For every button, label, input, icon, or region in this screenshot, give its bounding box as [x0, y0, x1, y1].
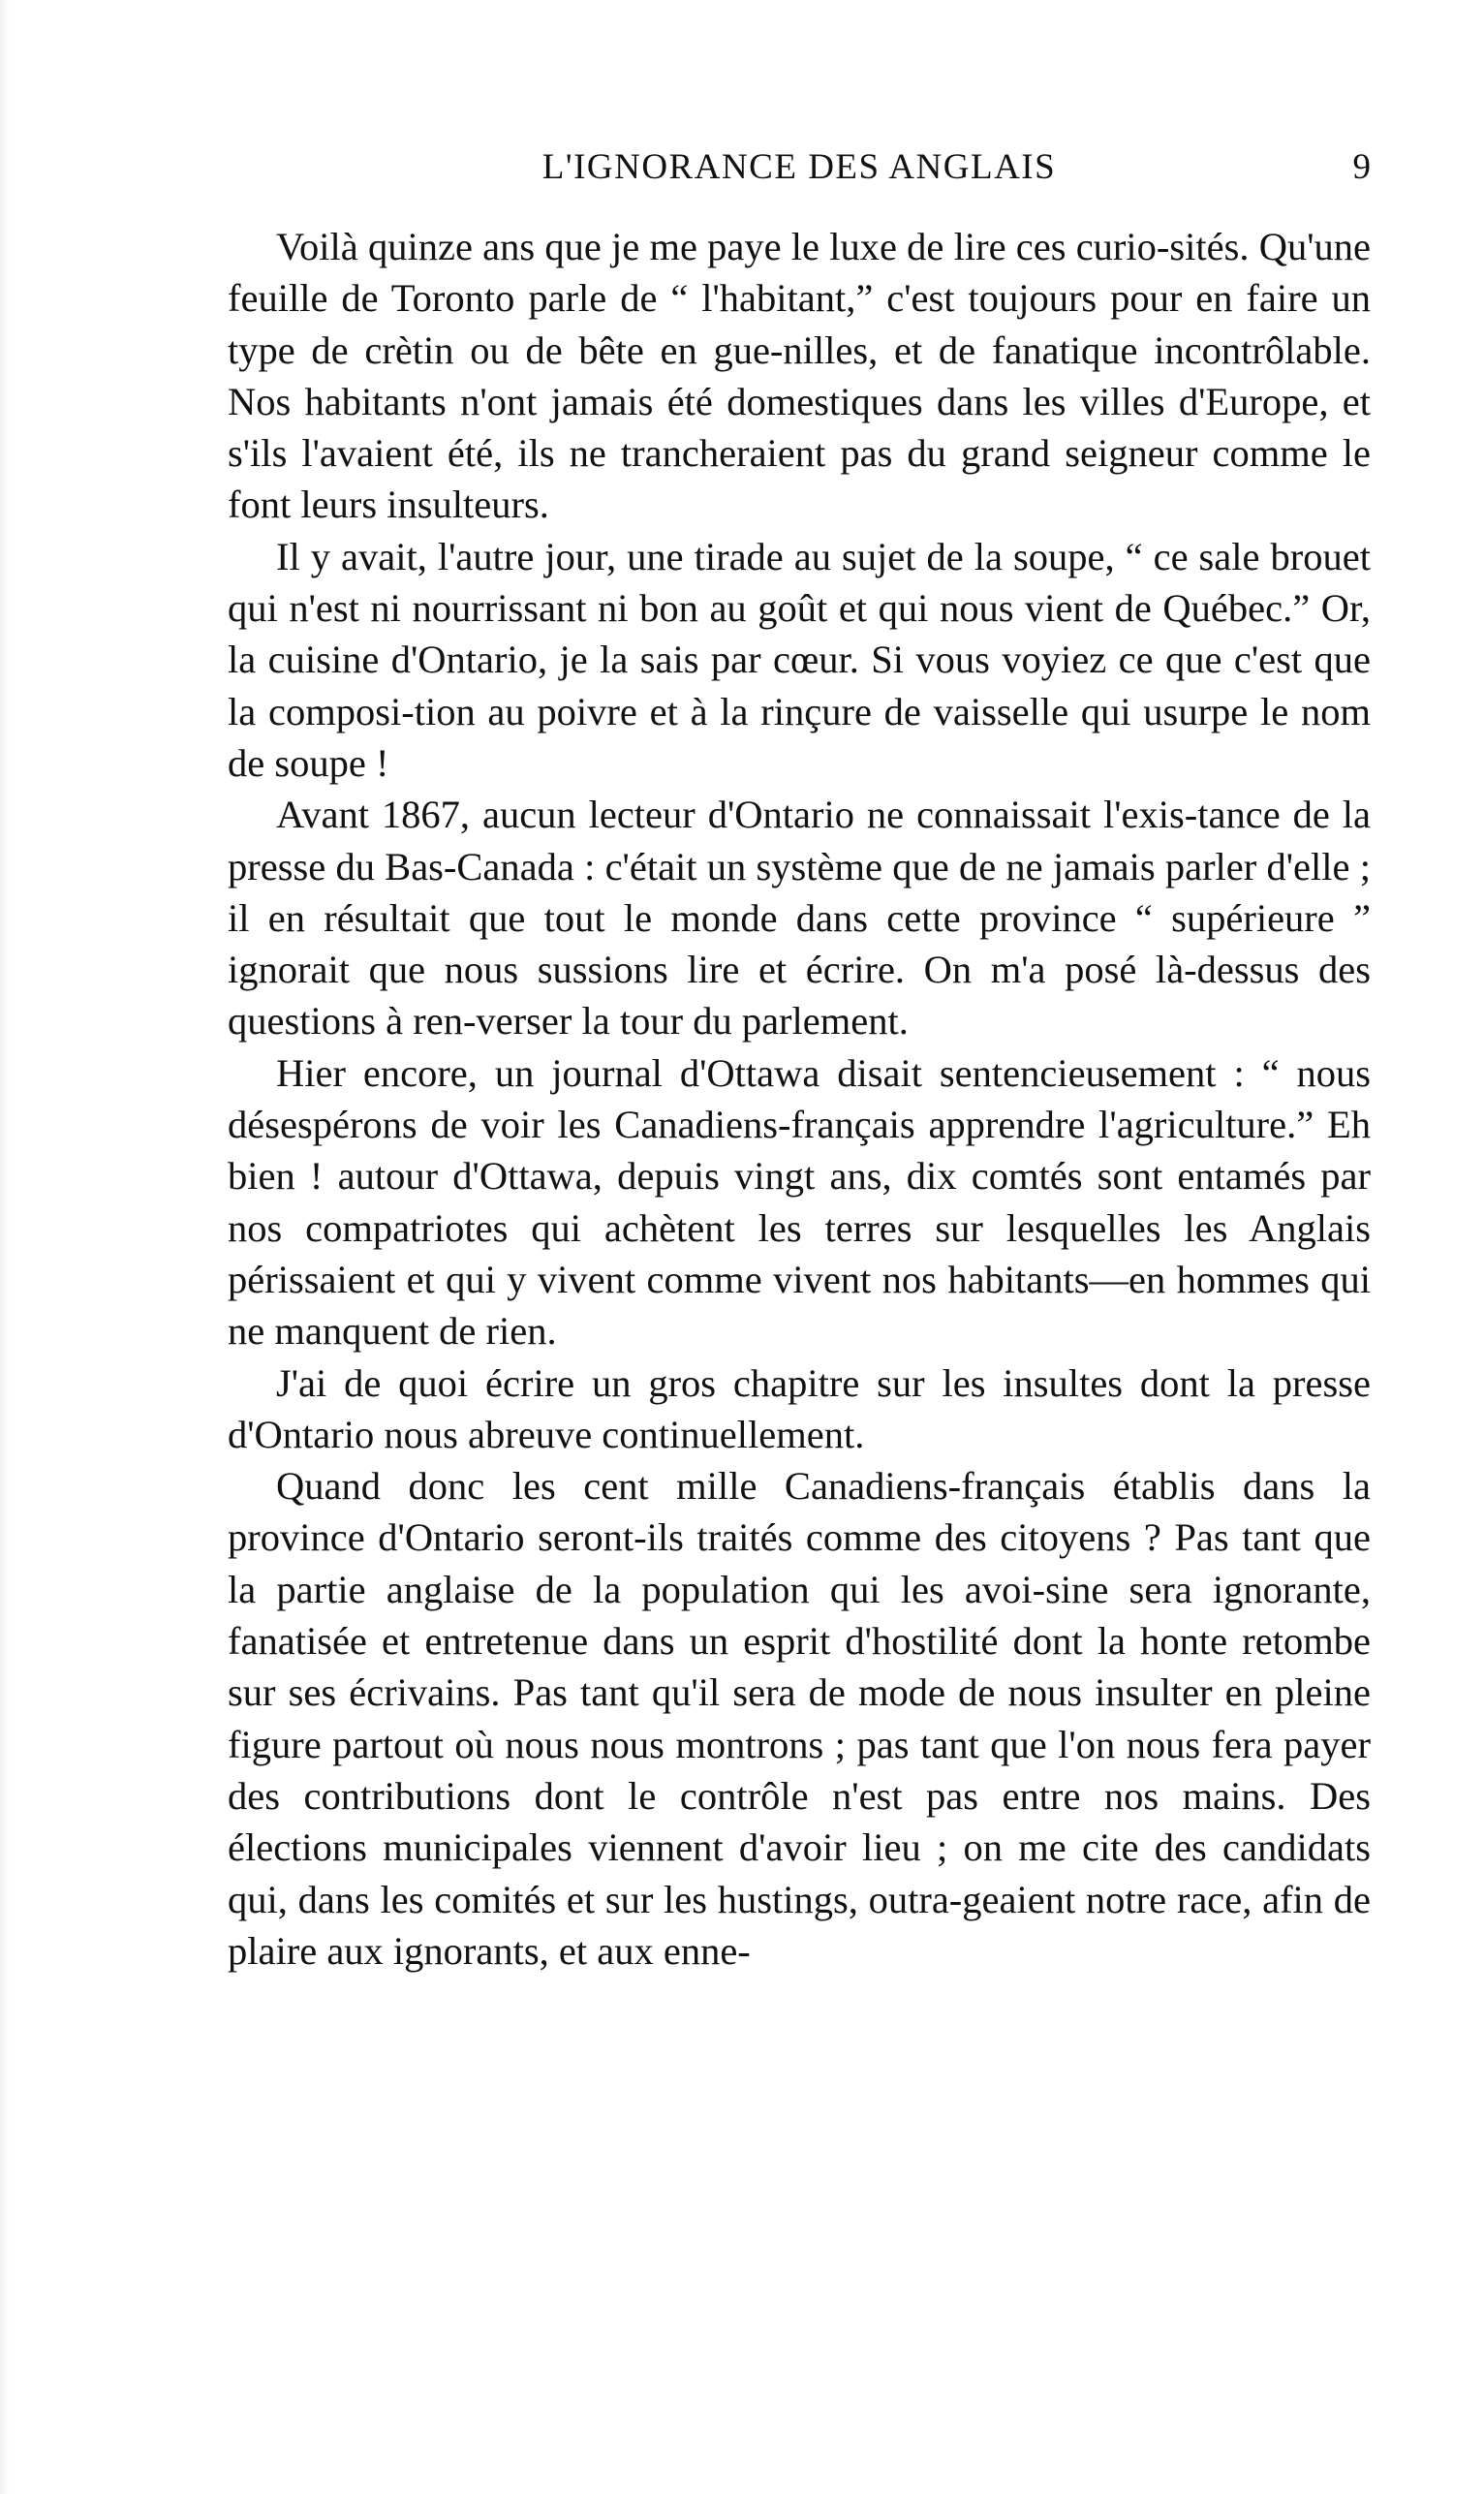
paragraph: Il y avait, l'autre jour, une tirade au sujet de la soupe, “ ce sale brouet qui n'est ni nourrissant ni bon au goût et qui nous vient de Québec.” Or, la cuisine d'Ontario, je la sais par cœur. Si vous voyiez ce que c'est que la composi-tion au poivre et à la rinçure de vaisselle qui usurpe le nom de soupe !	[228, 534, 1371, 785]
page-number: 9	[1352, 147, 1371, 187]
scan-edge-shadow	[0, 0, 10, 2494]
running-header	[228, 143, 1371, 192]
running-title: L'IGNORANCE DES ANGLAIS	[541, 147, 1057, 187]
paragraph: Hier encore, un journal d'Ottawa disait sentencieusement : “ nous désespérons de voir les Canadiens-français apprendre l'agriculture.” Eh bien ! autour d'Ottawa, depuis vingt ans, dix comtés sont entamés par nos compatriotes qui achètent les terres sur lesquelles les Anglais périssaient et qui y vivent comme vivent nos habitants—en hommes qui ne manquent de rien.	[228, 1050, 1371, 1354]
paragraph: J'ai de quoi écrire un gros chapitre sur les insultes dont la presse d'Ontario nous abreuve continuellement.	[228, 1360, 1371, 1456]
body-text	[228, 221, 1371, 1977]
paragraph: Avant 1867, aucun lecteur d'Ontario ne connaissait l'exis-tance de la presse du Bas-Canada : c'était un système que de ne jamais parler d'elle ; il en résultait que tout le monde dans cette province “ supérieure ” ignorait que nous sussions lire et écrire. On m'a posé là-dessus des questions à ren-verser la tour du parlement.	[228, 793, 1371, 1044]
paragraph: Voilà quinze ans que je me paye le luxe de lire ces curio-sités. Qu'une feuille de Toronto parle de “ l'habitant,” c'est toujours pour en faire un type de crètin ou de bête en gue-nilles, et de fanatique incontrôlable. Nos habitants n'ont jamais été domestiques dans les villes d'Europe, et s'ils l'avaient été, ils ne trancheraient pas du grand seigneur comme le font leurs insulteurs.	[228, 225, 1371, 527]
paragraph: Quand donc les cent mille Canadiens-français établis dans la province d'Ontario seront-ils traités comme des citoyens ? Pas tant que la partie anglaise de la population qui les avoi-sine sera ignorante, fanatisée et entretenue dans un esprit d'hostilité dont la honte retombe sur ses écrivains. Pas tant qu'il sera de mode de nous insulter en pleine figure partout où nous nous montrons ; pas tant que l'on nous fera payer des contributions dont le contrôle n'est pas entre nos mains. Des élections municipales viennent d'avoir lieu ; on me cite des candidats qui, dans les comités et sur les hustings, outra-geaient notre race, afin de plaire aux ignorants, et aux enne-	[228, 1464, 1371, 1973]
